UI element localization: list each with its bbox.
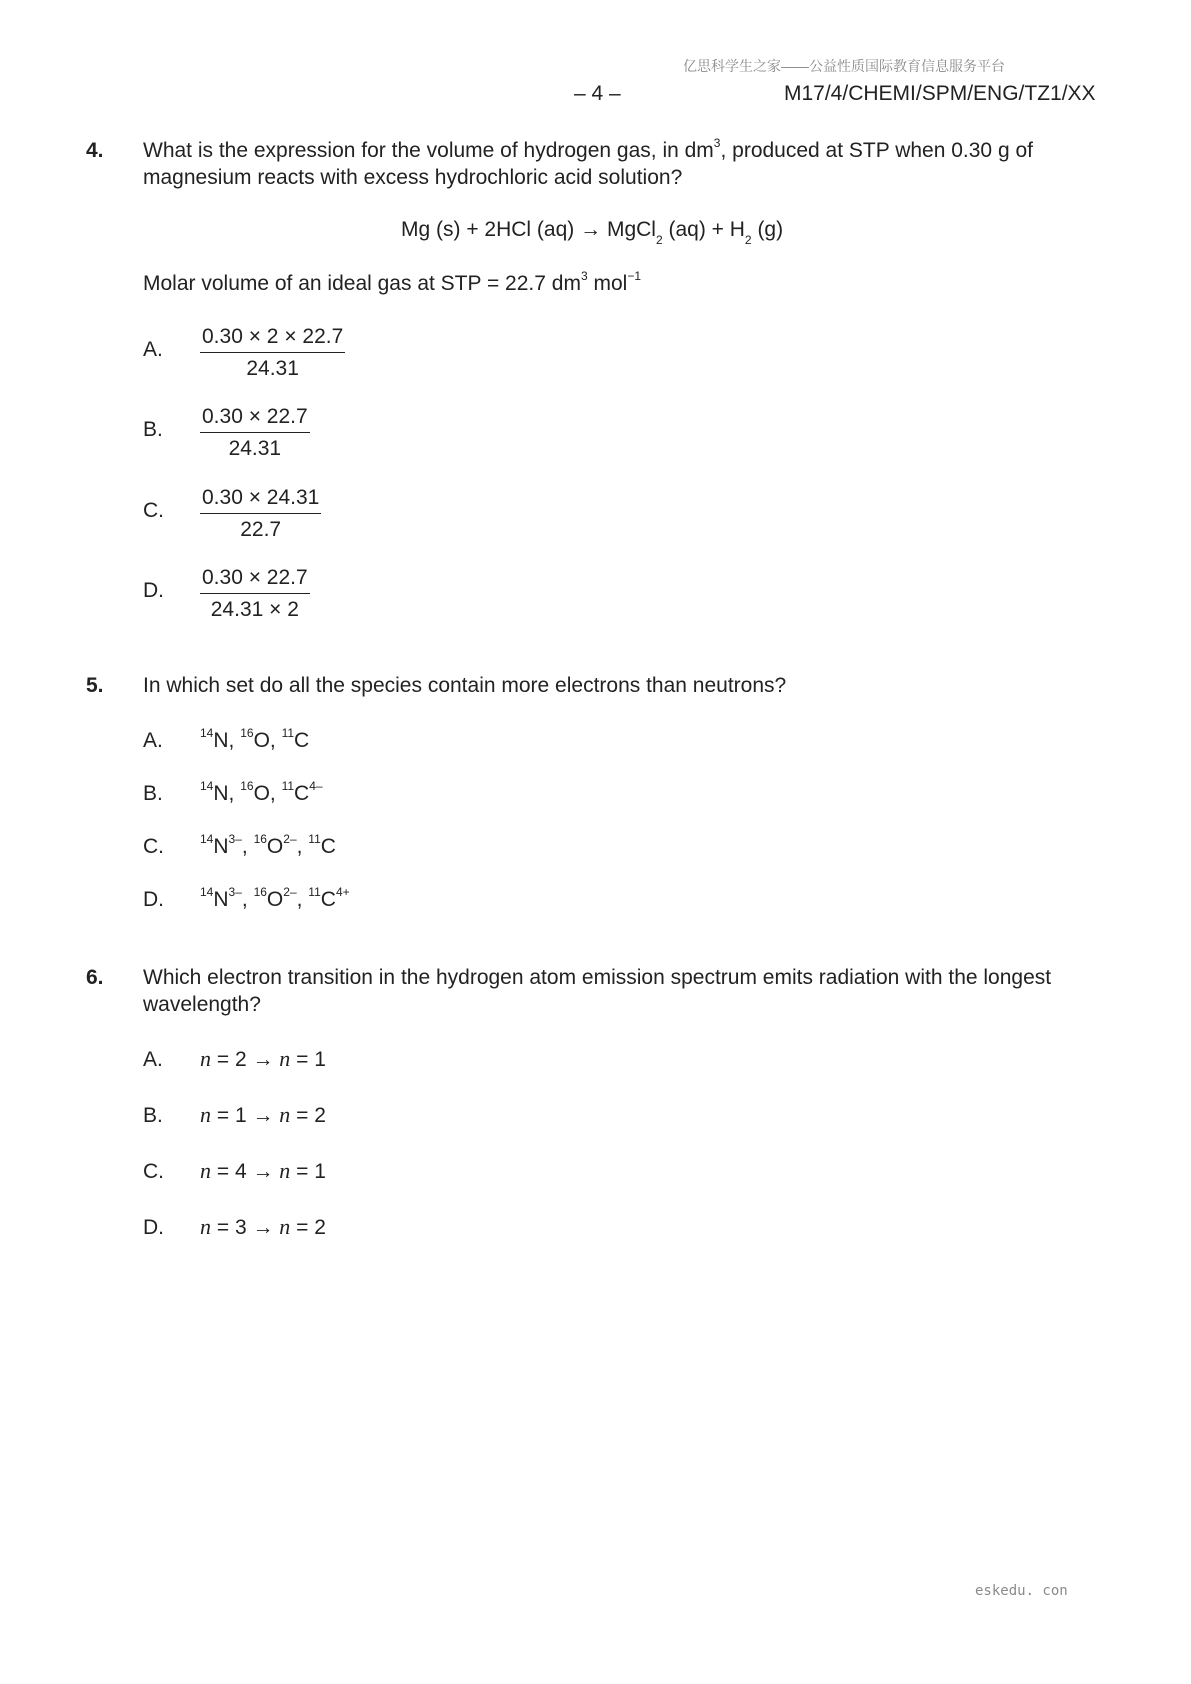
transition-to: 1 (314, 1048, 326, 1071)
q4-option-c-label: C. (143, 499, 164, 522)
q5-option-d-label: D. (143, 888, 164, 911)
reaction-equation (401, 218, 784, 248)
question-4-text-part1: What is the expression for the volume of hydrogen gas, in dm (143, 139, 714, 162)
q4-option-c-fraction (200, 486, 321, 542)
species-symbol: C (294, 782, 310, 805)
question-4-text-part2: , produced at STP when 0.30 g of magnesium reacts with excess hydrochloric acid solution? (143, 139, 1033, 189)
species-charge: 4– (309, 779, 323, 793)
species-mass: 14 (200, 726, 214, 740)
question-5-text: In which set do all the species contain more electrons than neutrons? (143, 674, 787, 697)
species-symbol: O (266, 835, 284, 858)
species-mass: 11 (308, 832, 321, 846)
species-mass: 16 (253, 885, 267, 899)
q6-option-a-transition: n = 2 → n = 1 (200, 1046, 326, 1071)
species-symbol: C (320, 888, 336, 911)
q5-option-d-species: $^{14}N^{3-}$, $^{16}O^{2-}$, $^{11}C^{4+}$ (200, 885, 350, 911)
transition-to: 1 (314, 1160, 326, 1183)
equation-right: (g) (751, 218, 784, 241)
watermark-text: 亿思科学生之家——公益性质国际教育信息服务平台 (683, 58, 1005, 74)
equation-mid: (aq) + H (662, 218, 745, 241)
q4-option-b-label: B. (143, 418, 163, 441)
equation-left: Mg (s) + 2HCl (aq) → MgCl (401, 218, 656, 241)
q5-option-b-label: B. (143, 782, 163, 805)
molar-volume-text: Molar volume of an ideal gas at STP = 22.7 dm (143, 272, 581, 295)
q5-option-c-species: $^{14}N^{3-}$, $^{16}O^{2-}$, $^{11}$C (200, 832, 336, 858)
q4-option-a-fraction (200, 325, 345, 381)
equation-sub-2: 2 (744, 233, 752, 248)
species-charge: 2– (283, 885, 297, 899)
question-4-text-sup: 3 (713, 136, 721, 150)
species-mass: 16 (240, 779, 254, 793)
q4-option-b-numerator: 0.30 × 22.7 (200, 405, 310, 433)
q4-option-a-numerator: 0.30 × 2 × 22.7 (200, 325, 345, 353)
q5-option-b-species: $^{14}$N, $^{16}$O, $^{11}C^{4-}$ (200, 779, 323, 805)
species-symbol: N (213, 888, 229, 911)
molar-volume-sup-1: 3 (580, 269, 588, 283)
species-symbol: N (213, 729, 229, 752)
q4-option-b-denominator: 24.31 (228, 437, 282, 460)
species-mass: 14 (200, 885, 214, 899)
species-charge: 2– (283, 832, 297, 846)
q6-option-b-label: B. (143, 1104, 163, 1127)
species-mass: 16 (253, 832, 267, 846)
q4-option-c-denominator: 22.7 (240, 518, 282, 541)
q4-option-d-denominator: 24.31 × 2 (210, 598, 299, 621)
molar-volume-sup-2: −1 (627, 269, 641, 283)
q6-option-b-transition: n = 1 → n = 2 (200, 1102, 326, 1127)
species-symbol: N (213, 782, 229, 805)
transition-from: 2 (234, 1048, 247, 1071)
species-mass: 14 (200, 832, 214, 846)
transition-from: 4 (234, 1160, 247, 1183)
species-symbol: O (266, 888, 284, 911)
transition-to: 2 (314, 1104, 326, 1127)
question-6-number: 6. (86, 966, 104, 989)
page-number: – 4 – (574, 82, 621, 105)
q6-option-c-label: C. (143, 1160, 164, 1183)
species-symbol: C (320, 835, 336, 858)
question-4-text (143, 137, 1083, 191)
q4-option-c-numerator: 0.30 × 24.31 (200, 486, 321, 514)
transition-from: 3 (234, 1216, 247, 1239)
species-symbol: N (213, 835, 229, 858)
q4-option-d-fraction (200, 566, 310, 622)
q4-option-b-fraction (200, 405, 310, 461)
species-mass: 11 (281, 779, 295, 793)
q5-option-a-label: A. (143, 729, 163, 752)
molar-volume-unit: mol (587, 272, 628, 295)
equation-sub-1: 2 (655, 233, 663, 248)
q6-option-c-transition: n = 4 → n = 1 (200, 1158, 326, 1183)
q6-option-a-label: A. (143, 1048, 163, 1071)
species-symbol: O (253, 782, 270, 805)
q4-option-a-denominator: 24.31 (246, 357, 299, 380)
species-symbol: O (253, 729, 270, 752)
species-charge: 4+ (335, 885, 350, 899)
question-5-number: 5. (86, 674, 104, 697)
question-4-number: 4. (86, 139, 104, 162)
q4-option-a-label: A. (143, 338, 163, 361)
q5-option-c-label: C. (143, 835, 164, 858)
transition-from: 1 (234, 1104, 247, 1127)
species-mass: 11 (308, 885, 321, 899)
q5-option-a-species: $^{14}$N, $^{16}$O, $^{11}$C (200, 726, 310, 752)
q6-option-d-label: D. (143, 1216, 164, 1239)
paper-code: M17/4/CHEMI/SPM/ENG/TZ1/XX (784, 82, 1096, 105)
q4-option-d-numerator: 0.30 × 22.7 (200, 566, 310, 594)
footer-site: eskedu. con (975, 1583, 1068, 1599)
species-charge: 3– (228, 832, 242, 846)
q6-option-d-transition: n = 3 → n = 2 (200, 1214, 326, 1239)
transition-to: 2 (314, 1216, 326, 1239)
species-charge: 3– (228, 885, 242, 899)
question-6-text: Which electron transition in the hydrogen atom emission spectrum emits radiation with the longest wavelength? (143, 966, 1052, 1016)
q4-option-d-label: D. (143, 579, 164, 602)
molar-volume-note (143, 269, 641, 296)
species-mass: 11 (281, 726, 295, 740)
species-symbol: C (294, 729, 310, 752)
species-mass: 16 (240, 726, 254, 740)
species-mass: 14 (200, 779, 214, 793)
